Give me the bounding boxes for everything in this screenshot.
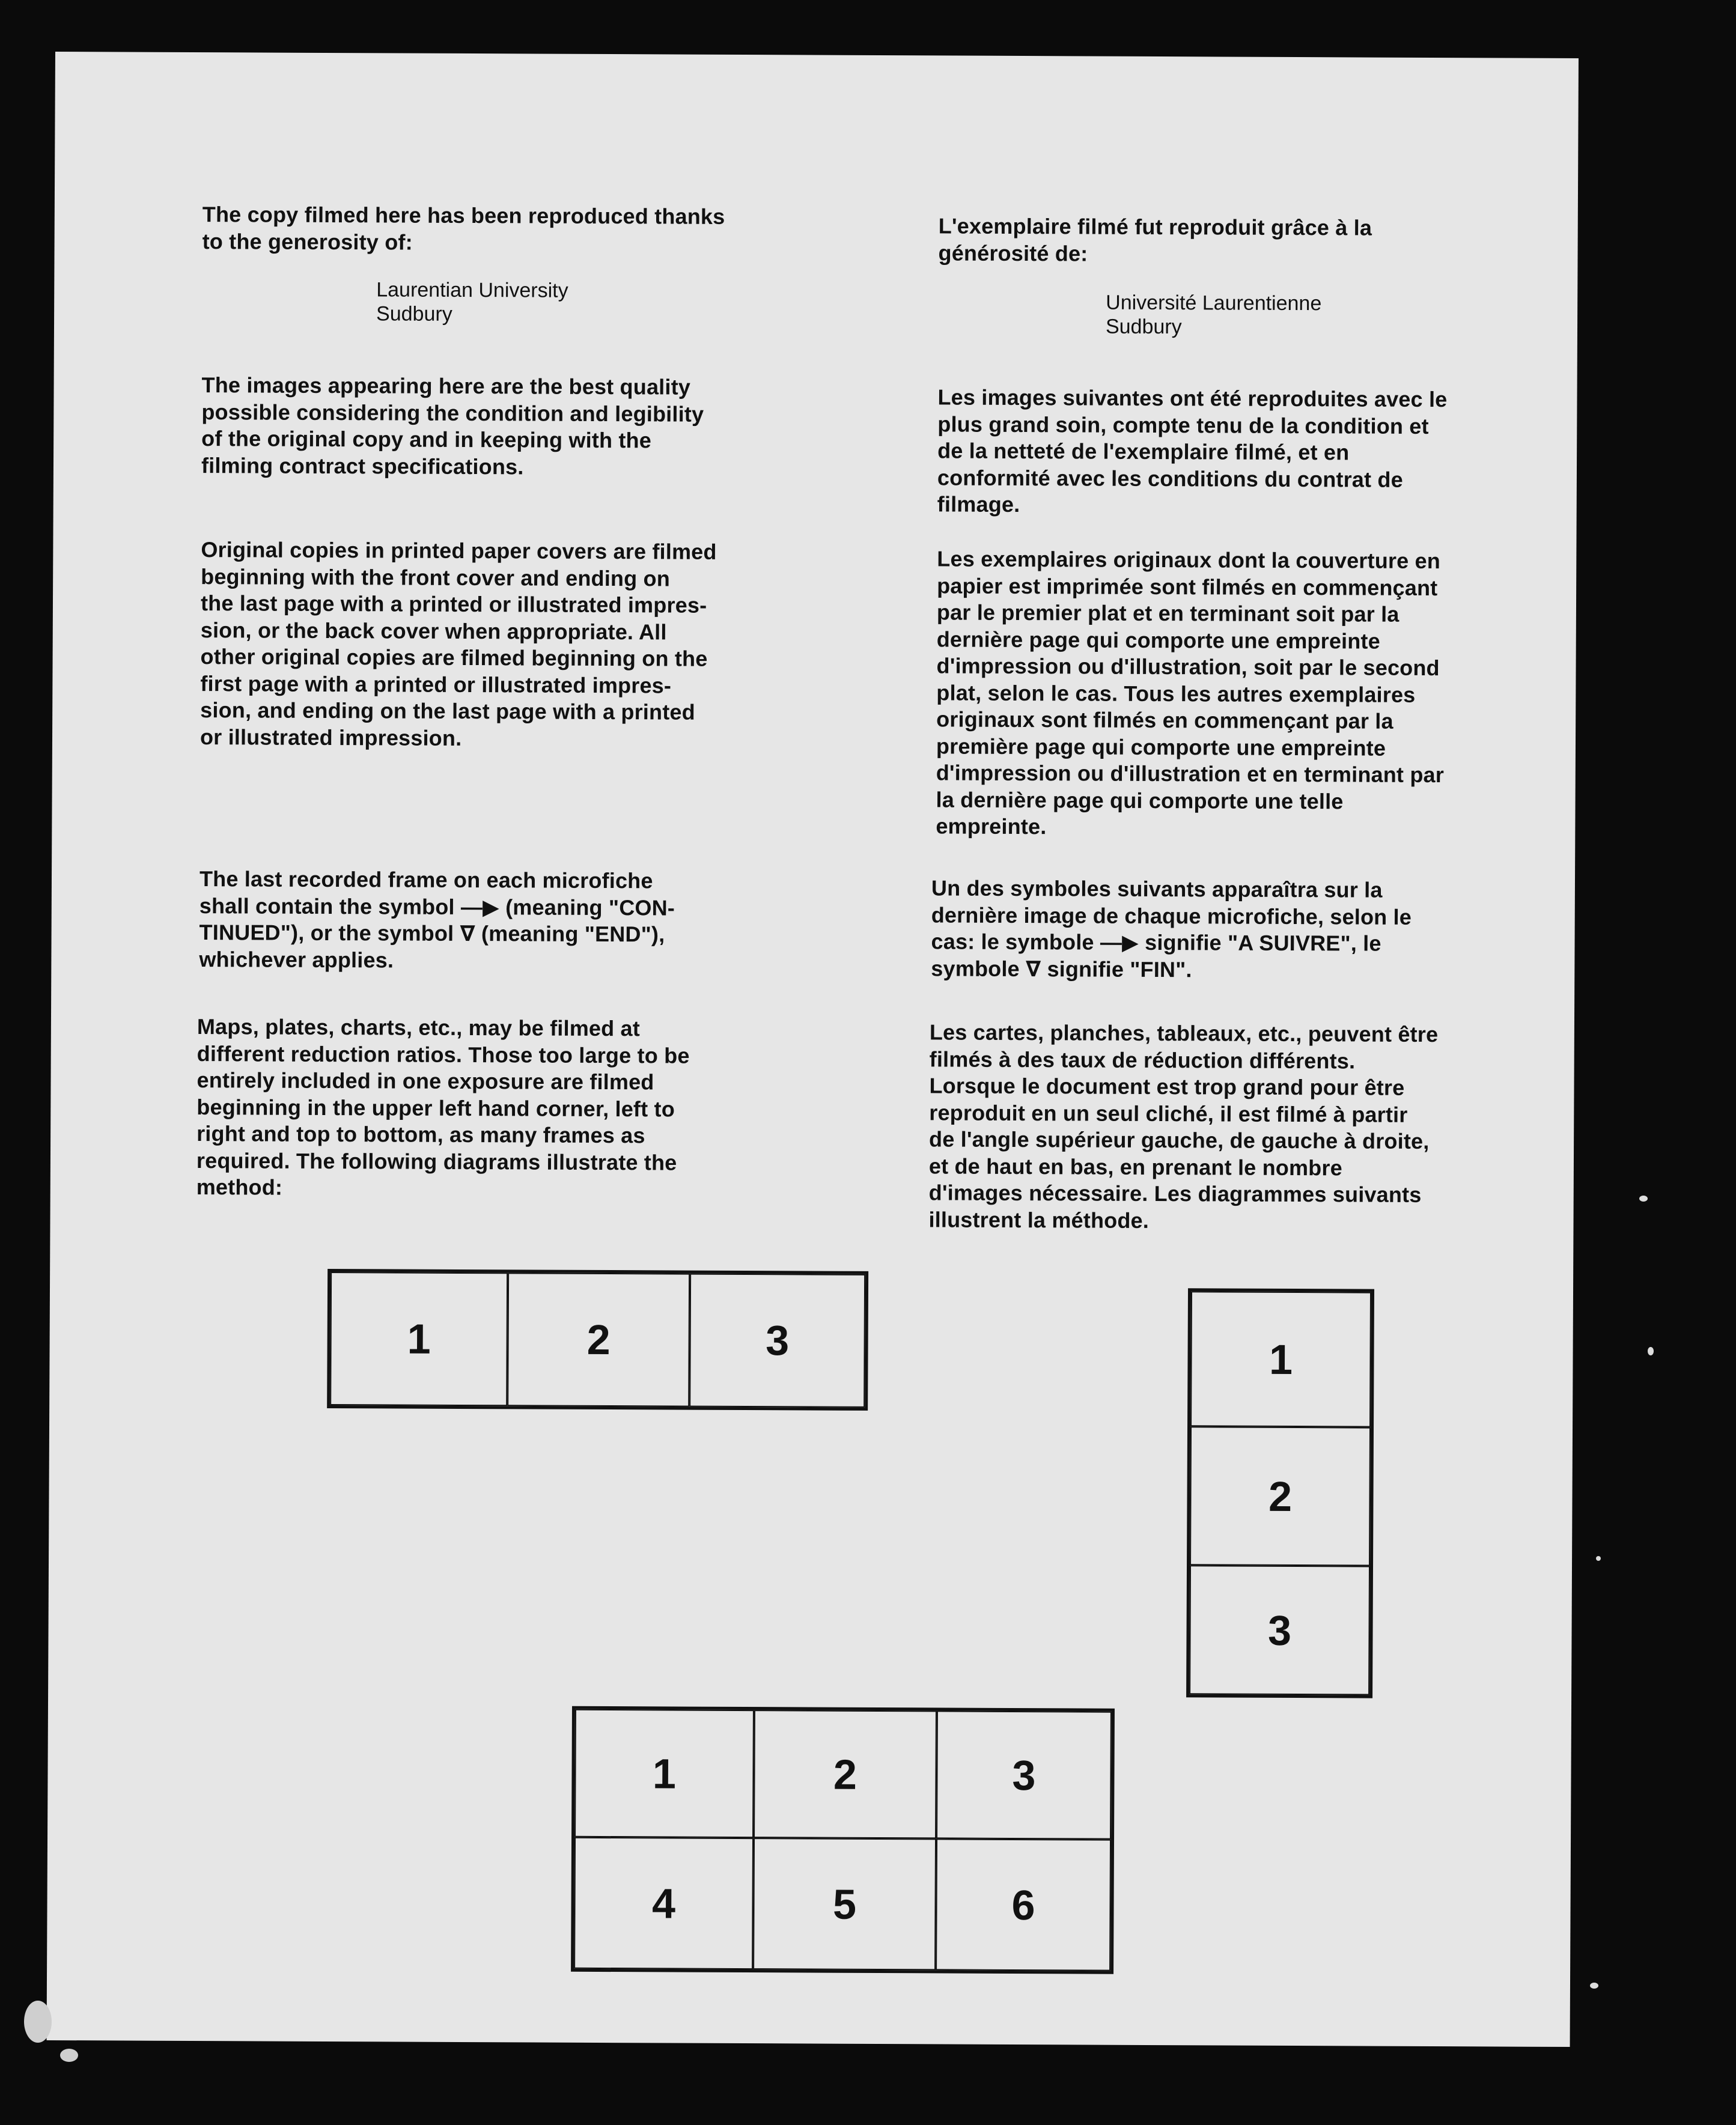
right-intro-text: L'exemplaire filmé fut reproduit grâce à la générosité de: <box>938 213 1372 266</box>
left-symbols-text: The last recorded frame on each microfiche shall contain the symbol —▶ (meaning "CON- TINUED"), or the symbol ∇ (meaning "END"), whichever applies. <box>199 866 675 972</box>
right-maps-text: Les cartes, planches, tableaux, etc., peuvent être filmés à des taux de réduction différents. Lorsque le document est trop grand pour être reproduit en un seul cliché, il est filmé à partir de l'angle supérieur gauche, de gauche à droite, et de haut en bas, en prenant le nombre d'images nécessaire. Les diagrammes suivants illustrent la méthode. <box>928 1020 1439 1233</box>
frame-cell: 3 <box>1189 1565 1370 1695</box>
right-quality-text: Les images suivantes ont été reproduites avec le plus grand soin, compte tenu de la condition et de la netteté de l'exemplaire filmé, et en conformité avec les conditions du contrat de filmage. <box>937 385 1448 517</box>
left-covers-text: Original copies in printed paper covers are filmed beginning with the front cover and ending on the last page with a printed or illustrated impres- sion, or the back cover when appropriate. All other original copies are filmed beginning on the first page with a printed or illustrated impres- sion, and ending on the last page with a printed or illustrated impression. <box>199 537 717 750</box>
dust-speck <box>1596 1556 1601 1561</box>
diagram-grid-1-6 <box>571 1706 1115 1974</box>
frame-cell: 1 <box>574 1709 754 1838</box>
left-intro-text: The copy filmed here has been reproduced thanks to the generosity of: <box>202 202 725 255</box>
dust-speck <box>1639 1196 1648 1202</box>
dust-speck <box>24 2001 52 2043</box>
frame-cell: 5 <box>753 1838 936 1970</box>
frame-cell: 3 <box>936 1710 1112 1839</box>
frame-cell: 6 <box>936 1838 1111 1971</box>
left-institution: Laurentian University Sudbury <box>376 278 568 326</box>
diagram-row-1-2-3 <box>327 1269 868 1411</box>
frame-cell: 1 <box>330 1272 508 1406</box>
right-institution: Université Laurentienne Sudbury <box>1105 291 1322 339</box>
left-maps-text: Maps, plates, charts, etc., may be filmed at different reduction ratios. Those too large to be entirely included in one exposure are filmed beginning in the upper left hand corner, left to right and top to bottom, as many frames as required. The following diagrams illustrate the method: <box>196 1014 690 1200</box>
dust-speck <box>1648 1347 1654 1355</box>
frame-cell: 1 <box>1190 1291 1371 1427</box>
frame-cell: 2 <box>507 1272 690 1406</box>
diagram-column-1-2-3 <box>1186 1288 1374 1698</box>
paper-sheet <box>47 52 1579 2047</box>
frame-cell: 2 <box>1190 1426 1371 1566</box>
frame-cell: 3 <box>689 1274 865 1408</box>
right-covers-text: Les exemplaires originaux dont la couverture en papier est imprimée sont filmés en commençant par le premier plat et en terminant soit par la dernière page qui comporte une empreinte d'impression ou d'illustration, soit par le second plat, selon le cas. Tous les autres exemplaires originaux sont filmés en commençant par la première page qui comporte une empreinte d'impression ou d'illustration et en terminant par la dernière page qui comporte une telle empreinte. <box>936 546 1445 839</box>
left-quality-text: The images appearing here are the best quality possible considering the condition and legibility of the original copy and in keeping with the filming contract specifications. <box>201 372 704 479</box>
right-symbols-text: Un des symboles suivants apparaîtra sur la dernière image de chaque microfiche, selon le cas: le symbole —▶ signifie "A SUIVRE", le symbole ∇ signifie "FIN". <box>931 875 1412 982</box>
dust-speck <box>60 2049 78 2062</box>
frame-cell: 4 <box>574 1837 754 1969</box>
dust-speck <box>1590 1983 1598 1989</box>
frame-cell: 2 <box>754 1710 937 1838</box>
